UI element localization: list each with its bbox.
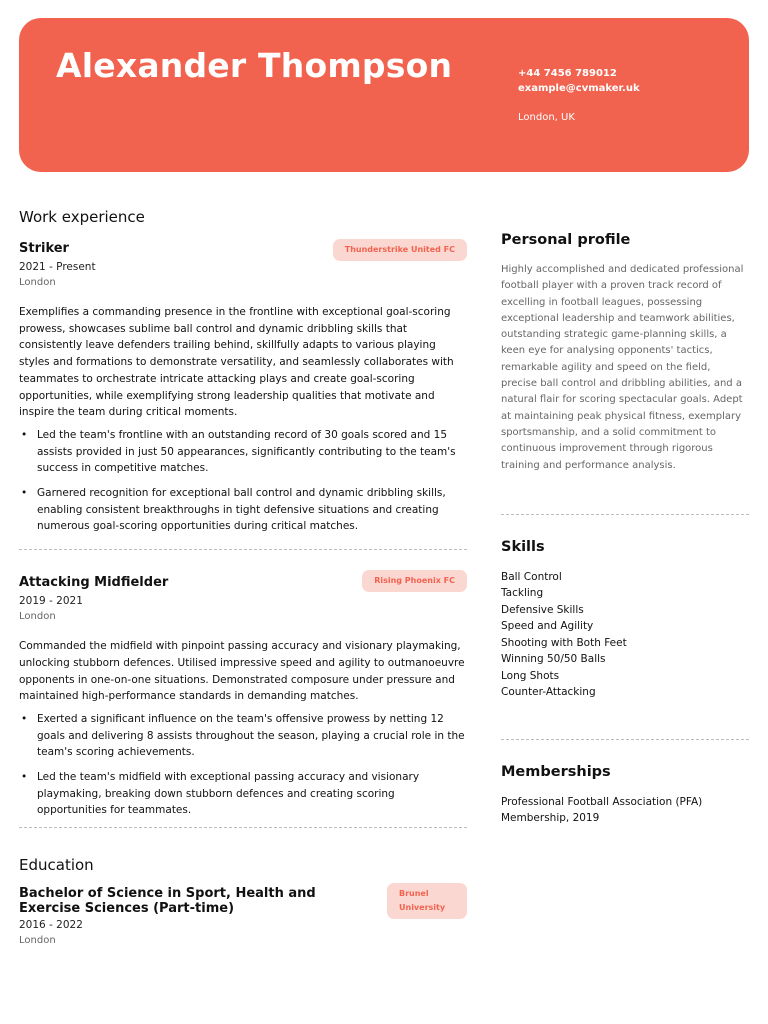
profile-text: Highly accomplished and dedicated professional football player with a proven track record of excelling in football leagues, possessing exceptional leadership and teamwork abilities, outstanding strategic game-planning skills, a keen eye for analysing opponents' tactics, remarkable agility and speed on the field, precise ball control and dribbling abilities, and a natural flair for scoring spectacular goals. Adept at maintaining peak physical fitness, exemplary sportsmanship, and a solid commitment to continuous improvement through rigorous training and performance analysis. xyxy=(501,264,744,471)
contact-block xyxy=(518,66,640,125)
company-badge: Rising Phoenix FC xyxy=(362,570,467,592)
skills-list xyxy=(501,569,749,701)
achievement-item: • Led the team's frontline with an outstanding record of 30 goals scored and 15 assists provided in just 50 appearances, significantly contributing to the team's success in competitive matches. xyxy=(19,427,467,477)
left-column xyxy=(19,208,467,948)
job-location: London xyxy=(19,277,56,288)
job-description: Commanded the midfield with pinpoint passing accuracy and visionary playmaking, unlocking stubborn defences. Utilised impressive speed and agility to outmanoeuvre opponents in one-on-one situations. Demonstrated composure under pressure and maintained high-performance standards in demanding matches. xyxy=(19,640,465,703)
education-dates: 2016 - 2022 xyxy=(19,919,83,932)
education-entry xyxy=(19,886,467,948)
contact-location: London, UK xyxy=(518,112,575,123)
skill-item: Ball Control xyxy=(501,570,562,583)
achievement-item: • Exerted a significant influence on the team's offensive prowess by netting 12 goals and delivering 8 assists throughout the season, playing a crucial role in the team's scoring achievements. xyxy=(19,711,467,761)
job-dates: 2019 - 2021 xyxy=(19,595,83,608)
job-title: Striker xyxy=(19,241,69,256)
skill-item: Tackling xyxy=(501,587,544,600)
section-divider xyxy=(501,739,749,740)
job-title: Attacking Midfielder xyxy=(19,575,169,591)
achievement-list xyxy=(19,427,467,535)
skill-item: Counter-Attacking xyxy=(501,686,596,699)
personal-profile-heading: Personal profile xyxy=(501,232,631,248)
degree-title: Bachelor of Science in Sport, Health and Exercise Sciences (Part-time) xyxy=(19,886,316,917)
membership-line-2: Membership, 2019 xyxy=(501,812,600,825)
achievement-list xyxy=(19,711,467,819)
skill-item: Speed and Agility xyxy=(501,620,594,633)
header-banner xyxy=(19,18,749,172)
institution-line-2: University xyxy=(399,903,446,913)
right-column xyxy=(501,232,749,827)
education-heading: Education xyxy=(19,856,94,875)
section-divider xyxy=(501,514,749,515)
achievement-item: • Garnered recognition for exceptional ball control and dynamic dribbling skills, enabling consistent breakthroughs in tight defensive situations and creating numerous goal-scoring opportunities during critical matches. xyxy=(19,485,467,535)
job-dates: 2021 - Present xyxy=(19,261,96,273)
skill-item: Defensive Skills xyxy=(501,603,584,616)
skill-item: Shooting with Both Feet xyxy=(501,636,627,649)
achievement-item: • Led the team's midfield with exceptional passing accuracy and visionary playmaking, breaking down stubborn defences and creating scoring opportunities for teammates. xyxy=(19,769,467,819)
education-location: London xyxy=(19,935,56,947)
job-entry xyxy=(19,574,467,819)
section-divider xyxy=(19,827,467,828)
job-location: London xyxy=(19,611,56,623)
skill-item: Long Shots xyxy=(501,669,560,682)
company-badge: Thunderstrike United FC xyxy=(333,239,467,261)
job-entry xyxy=(19,240,467,535)
work-experience-heading: Work experience xyxy=(19,208,145,226)
candidate-name: Alexander Thompson xyxy=(56,46,453,85)
job-description: Exemplifies a commanding presence in the frontline with exceptional goal-scoring prowess, showcases sublime ball control and dynamic dribbling skills that consistently leave defenders trailing behind, skillfully adapts to various playing styles and formations to demonstrate versatility, and seamlessly collaborates with teammates to orchestrate intricate attacking plays and create goal-scoring opportunities, while exemplifying strong leadership qualities that motivate and inspire the team during critical moments. xyxy=(19,306,454,419)
email-address[interactable]: example@cvmaker.uk xyxy=(518,83,640,94)
skills-heading: Skills xyxy=(501,538,545,555)
institution-badge xyxy=(387,883,467,919)
phone-number[interactable]: +44 7456 789012 xyxy=(518,68,617,79)
section-divider xyxy=(19,549,467,550)
institution-line-1: Brunel xyxy=(399,889,429,899)
memberships-heading: Memberships xyxy=(501,763,611,780)
skill-item: Winning 50/50 Balls xyxy=(501,653,606,666)
membership-line-1: Professional Football Association (PFA) xyxy=(501,795,703,808)
